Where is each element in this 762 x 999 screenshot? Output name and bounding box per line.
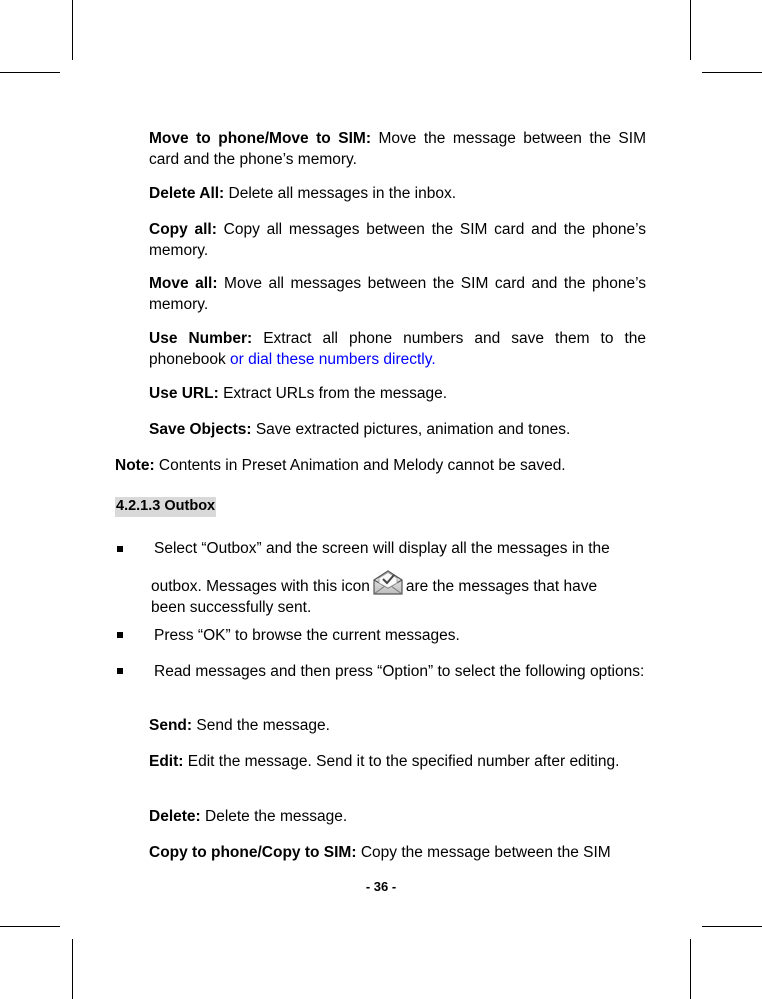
option-edit: Edit: Edit the message. Send it to the specified number after editing.: [149, 753, 620, 770]
crop-mark-top-right-h: [702, 72, 762, 73]
crop-mark-top-right-v: [690, 0, 691, 60]
option-copy-to-phone: Copy to phone/Copy to SIM: Copy the message between the SIM: [149, 844, 611, 861]
crop-mark-top-left-v: [72, 0, 73, 60]
option-move-all: Move all: Move all messages between the SIM card and the phone’s memory.: [149, 275, 646, 313]
bullet-press-ok: Press “OK” to browse the current messages.: [154, 627, 460, 644]
option-use-url: Use URL: Extract URLs from the message.: [149, 385, 448, 402]
bullet-square-icon: [117, 668, 123, 674]
option-save-objects: Save Objects: Save extracted pictures, animation and tones.: [149, 421, 571, 438]
bullet-select-outbox: Select “Outbox” and the screen will display all the messages in the outbox. Messages with this icon are the messages that have been successfully sent.: [151, 540, 610, 616]
option-delete-all: Delete All: Delete all messages in the inbox.: [149, 185, 457, 202]
option-use-number: Use Number: Extract all phone numbers and save them to the phonebook or dial these numbers directly.: [149, 330, 646, 368]
page-number: - 36 -: [365, 879, 397, 894]
crop-mark-bottom-left-v: [72, 939, 73, 999]
option-copy-all: Copy all: Copy all messages between the SIM card and the phone’s memory.: [149, 221, 647, 259]
crop-mark-bottom-left-h: [0, 926, 60, 927]
note: Note: Contents in Preset Animation and Melody cannot be saved.: [115, 457, 566, 474]
section-heading: 4.2.1.3 Outbox: [115, 497, 216, 517]
crop-mark-bottom-right-v: [690, 939, 691, 999]
crop-mark-bottom-right-h: [702, 926, 762, 927]
bullet-square-icon: [117, 546, 123, 552]
option-send: Send: Send the message.: [149, 717, 330, 734]
crop-mark-top-left-h: [0, 72, 60, 73]
bullet-read-messages: Read messages and then press “Option” to select the following options:: [154, 663, 645, 680]
option-move-to-phone: Move to phone/Move to SIM: Move the message between the SIM card and the phone’s memory.: [149, 130, 646, 168]
sent-envelope-icon: [371, 568, 405, 596]
blue-text: or dial these numbers directly.: [230, 351, 436, 368]
bullet-square-icon: [117, 632, 123, 638]
option-delete: Delete: Delete the message.: [149, 808, 348, 825]
